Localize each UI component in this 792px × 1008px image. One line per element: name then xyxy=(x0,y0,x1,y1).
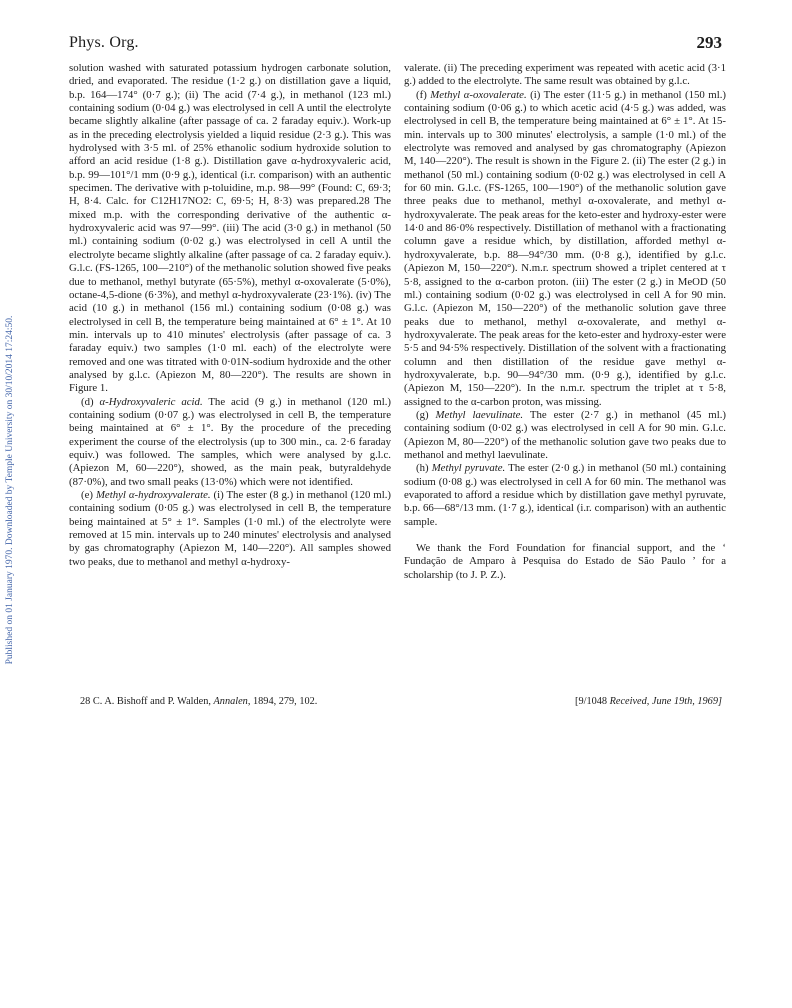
section-label: (e) xyxy=(81,489,96,501)
section-label: (g) xyxy=(416,408,436,421)
section-body: The ester (2·7 g.) in methanol (45 ml.) containing sodium (0·02 g.) was electrolysed in cell A for 90 min. G.l.c. (Apiezon M, 80—220°) of the methanolic solution gave two peaks due to methanol and methyl laevulinate. xyxy=(404,408,726,461)
section-title: Methyl laevulinate. xyxy=(435,408,524,421)
watermark-text[interactable]: Published on 01 January 1970. Downloaded by Temple University on 30/10/2014 17:24:50. xyxy=(5,315,15,665)
section-body: (i) The ester (8 g.) in methanol (120 ml.) containing sodium (0·05 g.) was electrolysed in cell B, the temperature being maintained at 5° ± 1°. Samples (1·0 ml.) of the electrolyte were removed at 15 min. intervals up to 240 minutes' electrolysis and analysed by gas chromatography (Apiezon M, 140—220°). All samples showed two peaks, due to methanol and methyl α-hydroxy- xyxy=(69,489,392,568)
footnote-authors: C. A. Bishoff and P. Walden, xyxy=(90,696,214,707)
paragraph-section-g xyxy=(404,409,726,462)
section-title: Methyl pyruvate. xyxy=(431,462,506,475)
journal-section-title: Phys. Org. xyxy=(69,34,139,51)
paragraph-section-h xyxy=(404,462,726,529)
received-text: Received, June 19th, 1969] xyxy=(609,696,722,707)
section-body: (i) The ester (11·5 g.) in methanol (150 ml.) containing sodium (0·06 g.) to which acetic acid (4·5 g.) was added, was electrolysed in cell B, the temperature being maintained at 6° ± 1°. At 15-min. intervals up to 300 minutes' electrolysis, a sample (1·0 ml.) of the electrolyte was removed and analysed by gas chromatography (Apiezon M, 140—220°). The result is shown in the Figure 2. (ii) The ester (2 g.) in methanol (50 ml.) containing sodium (0·02 g.) was electrolysed in cell A for 60 min. G.l.c. (FS-1265, 100—190°) of the methanolic solution gave three peaks due to methanol, methyl α-oxovalerate, and methyl α-hydroxyvalerate. The peak areas for the keto-ester and hydroxy-ester were 14·0 and 86·0% respectively. Distillation of methanol with a fractionating column gave a residue which, by distillation, afforded methyl α-hydroxyvalerate, b.p. 88—94°/30 mm. (0·8 g.), identified by g.l.c. (Apiezon M, 150—220°). N.m.r. spectrum showed a triplet centered at τ 5·8, assigned to the α-carbon proton. (iii) The ester (2 g.) in MeOD (50 ml.) containing sodium (0·02 g.) was electrolysed in cell A for 90 min. G.l.c. (Apiezon M, 150—220°) of the methanolic solution gave three peaks due to methanol, methyl α-oxovalerate, and methyl α-hydroxyvalerate. The peak areas for the keto-ester and hydroxy-ester were 5·5 and 94·5% respectively. Distillation of the solvent with a fractionating column and then distillation of the residue gave methyl α-hydroxyvalerate, b.p. 90—94°/30 mm. (0·9 g.), identified by g.l.c. (Apiezon M, 150—220°). In the n.m.r. spectrum the triplet at τ 5·8, assigned to the α-carbon proton, was missing. xyxy=(404,88,726,408)
section-body: The ester (2·0 g.) in methanol (50 ml.) containing sodium (0·08 g.) was electrolysed in cell A for 60 min. The methanol was evaporated to afford a residue which by distillation gave methyl pyruvate, b.p. 66—68°/13 mm. (1·7 g.), identical (i.r. comparison) with an authentic sample. xyxy=(404,462,726,528)
section-label: (d) xyxy=(81,395,100,408)
paragraph-section-e xyxy=(69,489,391,569)
footnote-marker: 28 xyxy=(80,696,91,707)
section-body: The acid (9 g.) in methanol (120 ml.) containing sodium (0·07 g.) was electrolysed in cell B, the temperature being maintained at 6° ± 1°. By the procedure of the preceding experiment the course of the electrolysis (up to 300 min., ca. 2·6 faraday equiv.) was followed. The samples, which were analysed by g.l.c. (Apiezon M, 60—220°), showed, as the main peak, butyraldehyde (87·0%), and two small peaks (13·0%) which were not identified. xyxy=(69,395,391,488)
paragraph: valerate. (ii) The preceding experiment was repeated with acetic acid (3·1 g.) added to the electrolyte. The same result was obtained by g.l.c. xyxy=(404,62,726,88)
footnote-citation: , 1894, 279, 102. xyxy=(247,696,318,707)
paragraph: solution washed with saturated potassium hydrogen carbonate solution, dried, and evaporated. The residue (1·2 g.) on distillation gave a liquid, b.p. 164—174° (0·7 g.); (ii) The acid (7·4 g.), in methanol (123 ml.) containing sodium (0·04 g.) was electrolysed in cell A until the electrolyte became slightly alkaline (after passage of ca. 2 faraday equiv.). Work-up as in the preceding electrolysis yielded a liquid residue (2·3 g.). This was hydrolysed with 3·5 ml. of 25% ethanolic sodium hydroxide solution to afford an acid residue (1·8 g.). Distillation gave α-hydroxyvaleric acid, b.p. 99—101°/1 mm (0·9 g.), identical (i.r. comparison) with an authentic specimen. The derivative with p-toluidine, m.p. 98—99° (Found: C, 69·3; H, 8·4. Calc. for C12H17NO2: C, 69·5; H, 8·3) was prepared.28 The mixed m.p. with the corresponding derivative of the authentic α-hydroxyvaleric acid was 97—99°. (iii) The acid (3·0 g.) in methanol (50 ml.) containing sodium (0·02 g.) was electrolysed in cell A until the electrolyte became slightly alkaline (after passage of ca. 2 faraday equiv.). G.l.c. (FS-1265, 100—210°) of the methanolic solution showed five peaks due to methanol, methyl butyrate (65·5%), methyl α-oxovalerate (5·0%), octane-4,5-dione (6·3%), and methyl α-hydroxyvalerate (23·1%). (iv) The acid (10 g.) in methanol (156 ml.) containing sodium (0·08 g.) was electrolysed in cell B, the temperature being maintained at 6° ± 1°. At 10 min. intervals up to 410 minutes' electrolysis (after passage of ca. 3 faraday equiv.) two samples (1·0 ml. each) of the electrolyte were removed and one was titrated with 0·01N-sodium hydroxide and the other analysed by g.l.c. (Apiezon M, 80—220°). The results are shown in Figure 1. xyxy=(69,62,391,395)
footnote-journal: Annalen xyxy=(213,696,248,707)
acknowledgement: We thank the Ford Foundation for financial support, and the ‘ Fundação de Amparo à Pesquisa do Estado de São Paulo ’ for a scholarship (to J. P. Z.). xyxy=(404,542,726,581)
paragraph-section-f xyxy=(404,89,726,409)
section-title: Methyl α-hydroxyvalerate. xyxy=(95,489,211,501)
page-number: 293 xyxy=(696,33,722,52)
section-title: α-Hydroxyvaleric acid. xyxy=(99,395,203,408)
right-column xyxy=(404,62,726,582)
section-title: Methyl α-oxovalerate. xyxy=(430,88,527,101)
left-column xyxy=(69,62,391,569)
footnote xyxy=(80,696,317,707)
section-label: (f) xyxy=(416,88,431,101)
manuscript-ref: [9/1048 xyxy=(575,696,610,707)
received-date xyxy=(575,696,722,707)
paragraph-section-d xyxy=(69,396,391,489)
download-watermark xyxy=(3,140,17,840)
section-label: (h) xyxy=(416,462,432,475)
